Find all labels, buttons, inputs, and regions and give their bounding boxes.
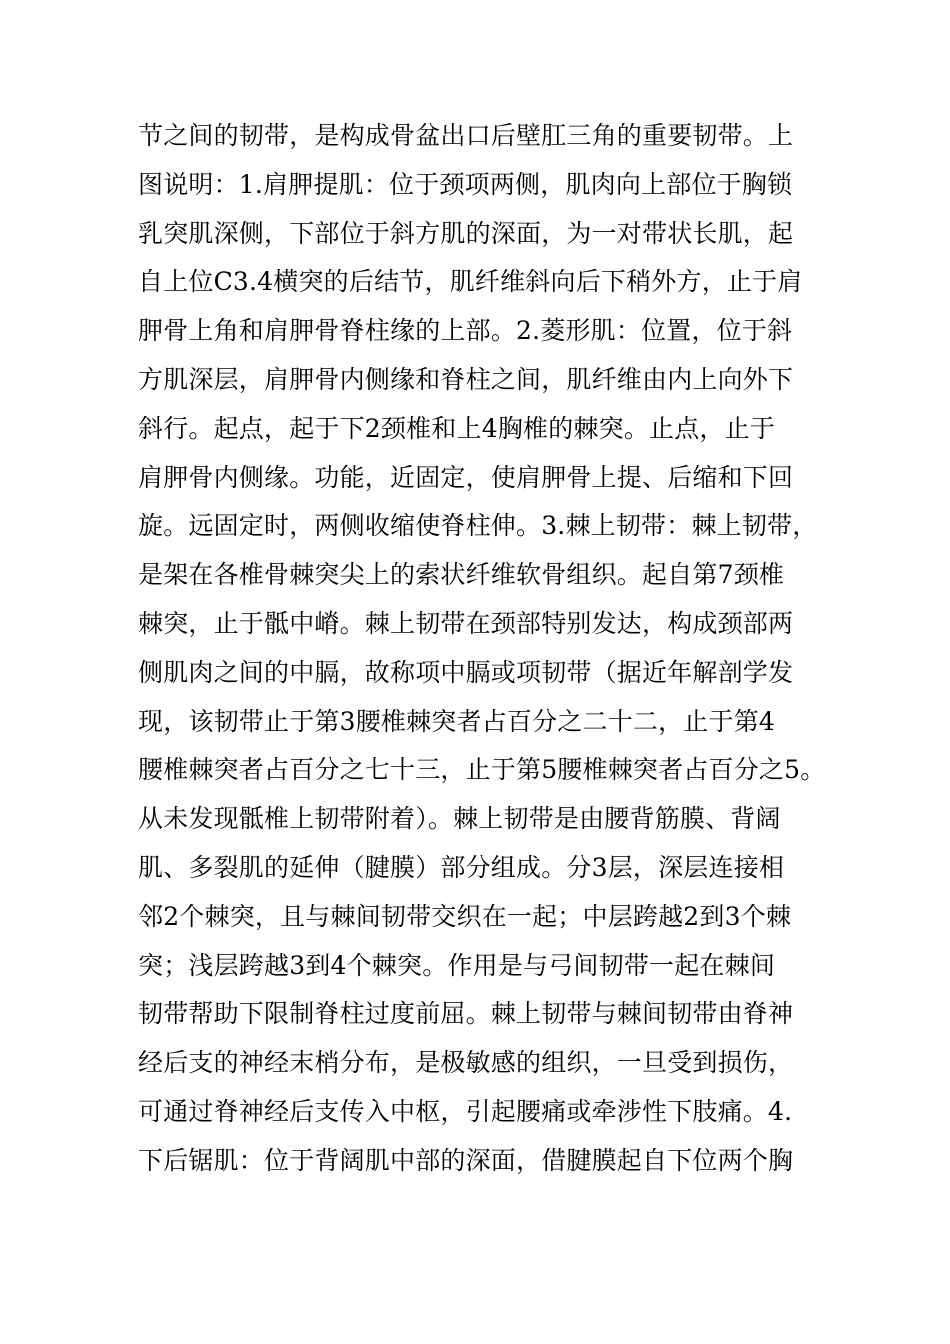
text-line-21: 可通过脊神经后支传入中枢，引起腰痛或牵涉性下肢痛。4. [138,1096,793,1126]
text-line-10: 是架在各椎骨棘突尖上的索状纤维软骨组织。起自第7颈椎 [138,560,785,590]
text-line-19: 韧带帮助下限制脊柱过度前屈。棘上韧带与棘间韧带由脊神 [138,999,794,1029]
text-line-3: 乳突肌深侧，下部位于斜方肌的深面，为一对带状长肌，起 [138,218,794,248]
text-line-17: 邻2个棘突，且与棘间韧带交织在一起；中层跨越2到3个棘 [138,901,792,931]
text-line-6: 方肌深层，肩胛骨内侧缘和脊柱之间，肌纤维由内上向外下 [138,364,794,394]
text-line-20: 经后支的神经末梢分布，是极敏感的组织，一旦受到损伤， [138,1048,794,1078]
text-line-8: 肩胛骨内侧缘。功能，近固定，使肩胛骨上提、后缩和下回 [138,462,794,492]
text-line-9: 旋。远固定时，两侧收缩使脊柱伸。3.棘上韧带：棘上韧带， [138,511,818,541]
text-line-7: 斜行。起点，起于下2颈椎和上4胸椎的棘突。止点，止于 [138,413,776,443]
text-line-16: 肌、多裂肌的延伸（腱膜）部分组成。分3层，深层连接相 [138,852,785,882]
text-line-1: 节之间的韧带，是构成骨盆出口后壁肛三角的重要韧带。上 [138,121,794,150]
text-line-11: 棘突，止于骶中嵴。棘上韧带在颈部特别发达，构成颈部两 [138,608,794,638]
text-line-5: 胛骨上角和肩胛骨脊柱缘的上部。2.菱形肌：位置，位于斜 [138,316,793,346]
text-line-15: 从未发现骶椎上韧带附着）。棘上韧带是由腰背筋膜、背阔 [138,804,781,834]
text-line-4: 自上位C3.4横突的后结节，肌纤维斜向后下稍外方，止于肩 [138,267,803,297]
text-line-18: 突；浅层跨越3到4个棘突。作用是与弓间韧带一起在棘间 [138,950,776,980]
text-line-2: 图说明：1.肩胛提肌：位于颈项两侧，肌肉向上部位于胸锁 [138,169,793,199]
text-line-14: 腰椎棘突者占百分之七十三，止于第5腰椎棘突者占百分之5。 [138,755,826,785]
text-line-13: 现，该韧带止于第3腰椎棘突者占百分之二十二，止于第4 [138,706,776,736]
body-text [138,116,838,1190]
text-line-22: 下后锯肌：位于背阔肌中部的深面，借腱膜起自下位两个胸 [138,1145,794,1175]
text-line-12: 侧肌肉之间的中膈，故称项中膈或项韧带（据近年解剖学发 [138,657,794,687]
